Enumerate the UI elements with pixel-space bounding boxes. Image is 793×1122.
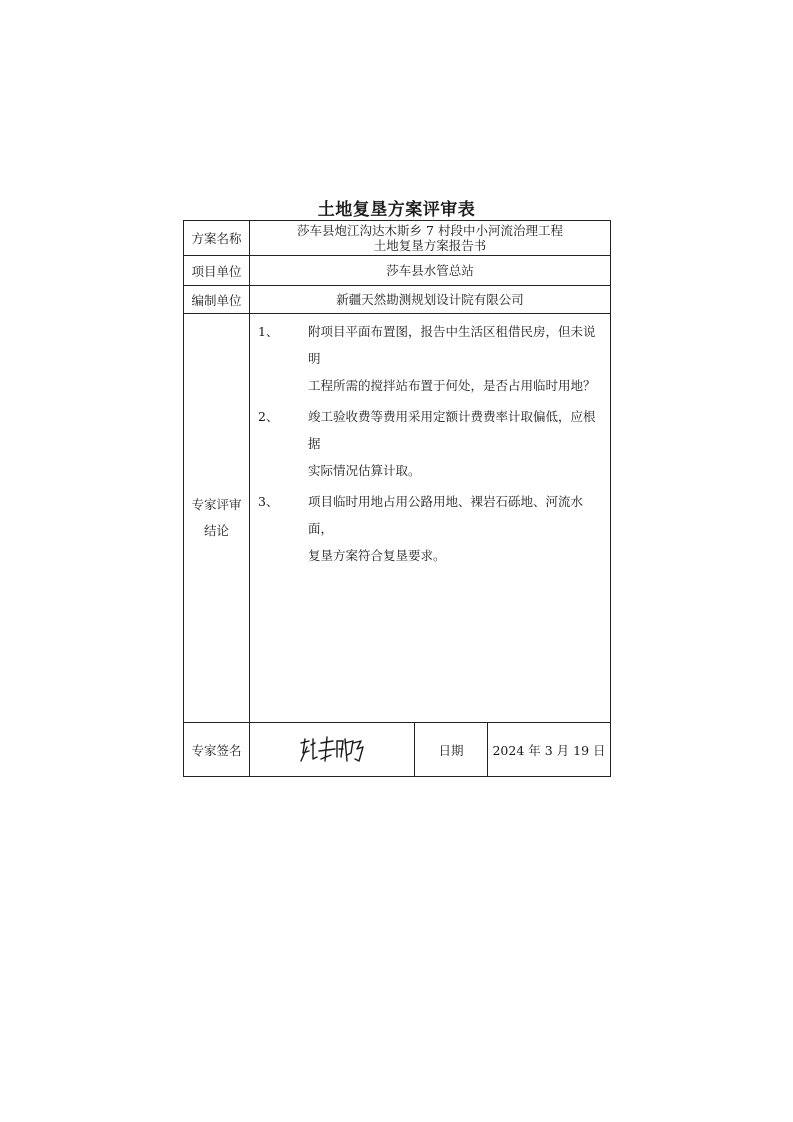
conclusion-item [250,488,604,569]
conclusion-item [250,318,604,399]
conclusion-item-number: 3、 [258,494,279,509]
signature-label: 专家签名 [184,723,250,777]
date-label: 日期 [415,723,488,776]
conclusion-item-text [304,488,604,569]
conclusion-item-text [304,318,604,399]
row-expert-conclusion [184,314,611,723]
signature-row-content [250,723,611,777]
row-project-name [184,221,611,256]
signature-wrap [250,723,610,776]
row-project-unit [184,256,611,286]
handwritten-signature [297,735,367,765]
conclusion-label-line2: 结论 [203,523,229,538]
conclusion-body [250,314,611,723]
compiling-unit-label: 编制单位 [184,286,250,314]
document-title: 土地复垦方案评审表 [317,200,476,220]
conclusion-item-line: 项目临时用地占用公路用地、裸岩石砾地、河流水面， [308,494,584,536]
conclusion-item-line: 实际情况估算计取。 [308,463,421,478]
project-name-line2: 土地复垦方案报告书 [373,238,487,253]
conclusion-item-line: 附项目平面布置图，报告中生活区租借民房，但未说明 [308,324,596,366]
conclusion-item-line: 竣工验收费等费用采用定额计费费率计取偏低，应根据 [308,409,596,451]
conclusion-label [184,314,250,723]
signature-area [250,723,415,776]
conclusion-item-number: 1、 [258,324,279,339]
conclusion-item-line: 复垦方案符合复垦要求。 [308,548,446,563]
review-form-table [183,220,611,777]
conclusion-item [250,403,604,484]
date-value: 2024 年 3 月 19 日 [492,742,606,758]
conclusion-item-text [304,403,604,484]
project-name-label: 方案名称 [184,221,250,256]
project-unit-label: 项目单位 [184,256,250,286]
conclusion-item-number: 2、 [258,409,279,424]
conclusion-label-line1: 专家评审 [191,497,242,512]
project-name-value [250,221,611,256]
row-compiling-unit [184,286,611,314]
project-unit-value: 莎车县水管总站 [250,256,611,286]
compiling-unit-value: 新疆天然勘测规划设计院有限公司 [250,286,611,314]
project-name-line1: 莎车县炮江沟达木斯乡 7 村段中小河流治理工程 [297,223,563,238]
row-expert-signature [184,723,611,777]
conclusion-item-line: 工程所需的搅拌站布置于何处，是否占用临时用地？ [308,378,596,393]
